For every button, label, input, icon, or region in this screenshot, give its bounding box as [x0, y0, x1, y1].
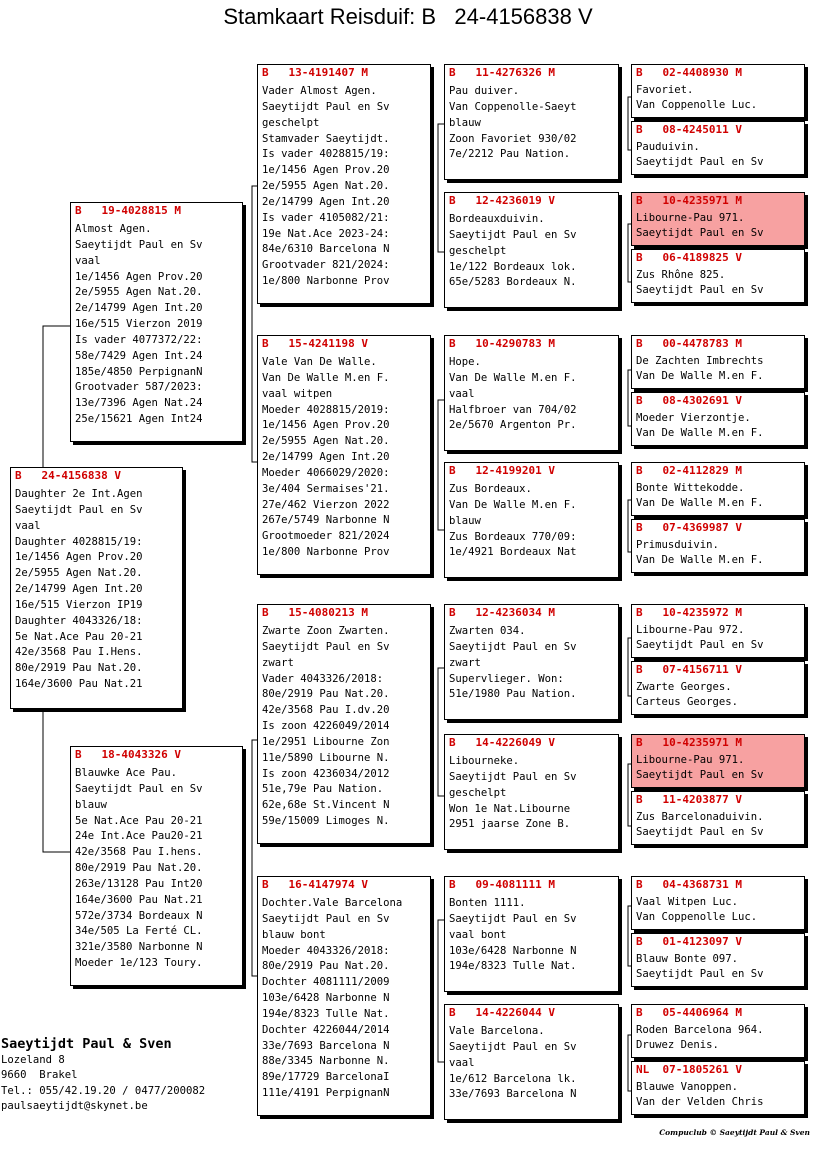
ring-number: B 19-4028815 M [75, 204, 181, 217]
detail-line: 1e/1456 Agen Prov.20 [75, 270, 203, 283]
ring-number: B 05-4406964 M [636, 1006, 742, 1019]
detail-line: Saeytijdt Paul en Sv [636, 769, 764, 781]
pigeon-card [444, 64, 619, 180]
pigeon-details [636, 753, 801, 783]
detail-line: 1e/4921 Bordeaux Nat [449, 546, 577, 559]
detail-line: 2e/14799 Agen Int.20 [262, 195, 390, 208]
detail-line: 164e/3600 Pau Nat.21 [75, 893, 203, 906]
detail-line: Zus Rhône 825. [636, 269, 726, 281]
ring-number: B 02-4408930 M [636, 66, 742, 79]
detail-line: Van Coppenolle Luc. [636, 99, 758, 111]
detail-line: Vale Barcelona. [449, 1025, 545, 1037]
ring-number: B 10-4235971 M [636, 736, 742, 749]
detail-line: blauw [75, 798, 107, 811]
detail-line: Halfbroer van 704/02 [449, 403, 577, 416]
detail-line: Vader Almost Agen. [262, 85, 377, 97]
detail-line: Saeytijdt Paul en Sv [636, 156, 764, 168]
pigeon-details [636, 952, 801, 982]
detail-line: vaal witpen [262, 387, 333, 400]
pigeon-card [444, 734, 619, 850]
pigeon-details [449, 624, 615, 703]
detail-line: 80e/2919 Pau Nat.20. [262, 960, 390, 973]
detail-line: Van De Walle M.en F. [636, 427, 764, 439]
detail-line: blauw [449, 514, 481, 527]
detail-line: 1e/122 Bordeaux lok. [449, 260, 577, 273]
footer-credit: Compuclub © Saeytijdt Paul & Sven [659, 1128, 810, 1137]
pigeon-details [262, 355, 427, 561]
pigeon-details [75, 766, 239, 972]
detail-line: Supervlieger. Won: [449, 672, 564, 685]
detail-line: Favoriet. [636, 84, 694, 96]
pigeon-card [631, 1061, 805, 1115]
detail-line: 1e/1456 Agen Prov.20 [262, 419, 390, 432]
pigeon-card [631, 604, 805, 658]
detail-line: 2e/5955 Agen Nat.20. [75, 286, 203, 299]
pigeon-details [449, 212, 615, 291]
pigeon-card [631, 1004, 805, 1058]
detail-line: 185e/4850 PerpignanN [75, 365, 203, 378]
detail-line: Carteus Georges. [636, 696, 739, 708]
pigeon-card [631, 249, 805, 303]
detail-line: Libourneke. [449, 755, 520, 767]
detail-line: Saeytijdt Paul en Sv [75, 782, 203, 795]
detail-line: Bordeauxduivin. [449, 213, 545, 225]
owner-name: Saeytijdt Paul & Sven [1, 1036, 172, 1052]
detail-line: 33e/7693 Barcelona N [449, 1088, 577, 1101]
owner-city: 9660 Brakel [1, 1069, 78, 1082]
pigeon-details [636, 623, 801, 653]
detail-line: Saeytijdt Paul en Sv [262, 100, 390, 113]
detail-line: Vaal Witpen Luc. [636, 896, 739, 908]
detail-line: blauw [449, 116, 481, 129]
detail-line: Saeytijdt Paul en Sv [636, 826, 764, 838]
pigeon-details [636, 680, 801, 710]
detail-line: 88e/3345 Narbonne N. [262, 1055, 390, 1068]
detail-line: geschelpt [449, 786, 507, 799]
pigeon-card [444, 604, 619, 720]
owner-address: Lozeland 8 [1, 1054, 65, 1066]
owner-email: paulsaeytijdt@skynet.be [1, 1100, 148, 1113]
detail-line: Zus Bordeaux. [449, 483, 532, 495]
pigeon-card [631, 661, 805, 715]
detail-line: 11e/5890 Libourne N. [262, 751, 390, 764]
detail-line: 194e/8323 Tulle Nat. [449, 960, 577, 973]
pigeon-card [631, 192, 805, 246]
pigeon-card [631, 121, 805, 175]
pigeon-details [636, 810, 801, 840]
ring-number: B 14-4226044 V [449, 1006, 555, 1019]
detail-line: 1e/2951 Libourne Zon [262, 735, 390, 748]
detail-line: Primusduivin. [636, 539, 719, 551]
pigeon-card [444, 876, 619, 992]
detail-line: Saeytijdt Paul en Sv [636, 639, 764, 651]
owner-block [1, 1035, 205, 1115]
pigeon-card [10, 467, 183, 709]
detail-line: zwart [449, 656, 481, 669]
pigeon-card [631, 791, 805, 845]
detail-line: 5e Nat.Ace Pau 20-21 [75, 814, 203, 827]
detail-line: 80e/2919 Pau Nat.20. [75, 862, 203, 875]
detail-line: 62e,68e St.Vincent N [262, 799, 390, 812]
pigeon-card [257, 64, 431, 304]
detail-line: Zus Bordeaux 770/09: [449, 530, 577, 543]
pigeon-card [257, 876, 431, 1116]
detail-line: 16e/515 Vierzon 2019 [75, 318, 203, 331]
pigeon-card [70, 202, 243, 442]
ring-number: B 15-4241198 V [262, 337, 368, 350]
detail-line: Grootmoeder 821/2024 [262, 530, 390, 543]
detail-line: Moeder 4043326/2018: [262, 944, 390, 957]
detail-line: 24e Int.Ace Pau20-21 [75, 830, 203, 843]
detail-line: Zwarte Georges. [636, 681, 732, 693]
pigeon-card [257, 335, 431, 575]
detail-line: 103e/6428 Narbonne N [262, 992, 390, 1005]
detail-line: 19e Nat.Ace 2023-24: [262, 227, 390, 240]
detail-line: Saeytijdt Paul en Sv [75, 238, 203, 251]
detail-line: Almost Agen. [75, 223, 152, 235]
pigeon-card [70, 746, 243, 986]
detail-line: Van De Walle M.en F. [449, 371, 577, 384]
detail-line: Saeytijdt Paul en Sv [449, 770, 577, 783]
detail-line: Zus Barcelonaduivin. [636, 811, 764, 823]
ring-number: B 10-4235972 M [636, 606, 742, 619]
pigeon-details [449, 896, 615, 975]
detail-line: Roden Barcelona 964. [636, 1024, 764, 1036]
pigeon-details [449, 482, 615, 561]
detail-line: Zwarte Zoon Zwarten. [262, 625, 390, 637]
detail-line: Dochter.Vale Barcelona [262, 897, 403, 909]
detail-line: 1e/800 Narbonne Prov [262, 546, 390, 559]
pigeon-card [444, 1004, 619, 1120]
pigeon-card [444, 335, 619, 451]
detail-line: Van De Walle M.en F. [636, 554, 764, 566]
detail-line: 267e/5749 Narbonne N [262, 514, 390, 527]
detail-line: 33e/7693 Barcelona N [262, 1039, 390, 1052]
detail-line: 58e/7429 Agen Int.24 [75, 349, 203, 362]
ring-number: B 18-4043326 V [75, 748, 181, 761]
ring-number: B 12-4236034 M [449, 606, 555, 619]
detail-line: vaal [75, 254, 101, 267]
detail-line: blauw bont [262, 928, 326, 941]
detail-line: 80e/2919 Pau Nat.20. [262, 688, 390, 701]
owner-phone: Tel.: 055/42.19.20 / 0477/200082 [1, 1084, 206, 1097]
detail-line: 2e/14799 Agen Int.20 [75, 302, 203, 315]
detail-line: Dochter 4226044/2014 [262, 1023, 390, 1036]
detail-line: 572e/3734 Bordeaux N [75, 909, 203, 922]
detail-line: Is vader 4105082/21: [262, 211, 390, 224]
detail-line: geschelpt [449, 244, 507, 257]
pigeon-details [449, 754, 615, 833]
ring-number: B 10-4290783 M [449, 337, 555, 350]
detail-line: 2e/5670 Argenton Pr. [449, 419, 577, 432]
detail-line: Van Coppenolle-Saeyt [449, 100, 577, 113]
ring-number: B 16-4147974 V [262, 878, 368, 891]
detail-line: Saeytijdt Paul en Sv [449, 912, 577, 925]
detail-line: 89e/17729 BarcelonaI [262, 1071, 390, 1084]
detail-line: Daughter 4028815/19: [15, 535, 143, 548]
ring-number: B 02-4112829 M [636, 464, 742, 477]
ring-number: B 12-4236019 V [449, 194, 555, 207]
detail-line: 59e/15009 Limoges N. [262, 815, 390, 828]
detail-line: 5e Nat.Ace Pau 20-21 [15, 630, 143, 643]
page-title: Stamkaart Reisduif: B 24-4156838 V [223, 4, 593, 29]
detail-line: 13e/7396 Agen Nat.24 [75, 397, 203, 410]
pigeon-details [262, 84, 427, 290]
detail-line: Saeytijdt Paul en Sv [636, 227, 764, 239]
detail-line: 65e/5283 Bordeaux N. [449, 276, 577, 289]
detail-line: 1e/800 Narbonne Prov [262, 275, 390, 288]
ring-number: B 11-4203877 V [636, 793, 742, 806]
detail-line: 27e/462 Vierzon 2022 [262, 498, 390, 511]
pigeon-details [75, 222, 239, 428]
pigeon-details [636, 411, 801, 441]
pigeon-details [636, 268, 801, 298]
detail-line: Grootvader 587/2023: [75, 381, 203, 394]
detail-line: Blauw Bonte 097. [636, 953, 739, 965]
detail-line: Zoon Favoriet 930/02 [449, 132, 577, 145]
pigeon-details [636, 481, 801, 511]
detail-line: Grootvader 821/2024: [262, 259, 390, 272]
pigeon-card [631, 462, 805, 516]
detail-line: 103e/6428 Narbonne N [449, 944, 577, 957]
detail-line: 263e/13128 Pau Int20 [75, 877, 203, 890]
ring-number: B 07-4156711 V [636, 663, 742, 676]
detail-line: vaal [449, 387, 475, 400]
pigeon-details [636, 211, 801, 241]
detail-line: Bonte Wittekodde. [636, 482, 745, 494]
detail-line: Van der Velden Chris [636, 1096, 764, 1108]
ring-number: B 06-4189825 V [636, 251, 742, 264]
detail-line: Saeytijdt Paul en Sv [449, 640, 577, 653]
detail-line: Saeytijdt Paul en Sv [636, 284, 764, 296]
ring-number: B 13-4191407 M [262, 66, 368, 79]
ring-number: B 08-4245011 V [636, 123, 742, 136]
ring-number: B 12-4199201 V [449, 464, 555, 477]
pigeon-details [15, 487, 179, 693]
detail-line: Moeder Vierzontje. [636, 412, 751, 424]
detail-line: Vader 4043326/2018: [262, 672, 384, 685]
pigeon-details [636, 354, 801, 384]
detail-line: Saeytijdt Paul en Sv [636, 968, 764, 980]
detail-line: Zwarten 034. [449, 625, 526, 637]
detail-line: 42e/3568 Pau I.Hens. [15, 646, 143, 659]
detail-line: De Zachten Imbrechts [636, 355, 764, 367]
detail-line: 51e,79e Pau Nation. [262, 783, 384, 796]
detail-line: 3e/404 Sermaises'21. [262, 482, 390, 495]
pigeon-card [631, 335, 805, 389]
detail-line: geschelpt [262, 116, 320, 129]
detail-line: Is vader 4028815/19: [262, 148, 390, 161]
detail-line: 2e/14799 Agen Int.20 [262, 451, 390, 464]
pigeon-details [449, 1024, 615, 1103]
pigeon-details [636, 83, 801, 113]
pigeon-details [262, 624, 427, 830]
pigeon-details [636, 140, 801, 170]
detail-line: Daughter 2e Int.Agen [15, 488, 143, 500]
pigeon-card [631, 64, 805, 118]
ring-number: B 07-4369987 V [636, 521, 742, 534]
detail-line: 42e/3568 Pau I.dv.20 [262, 704, 390, 717]
detail-line: Libourne-Pau 971. [636, 212, 745, 224]
detail-line: Van De Walle M.en F. [636, 370, 764, 382]
detail-line: vaal bont [449, 928, 507, 941]
detail-line: Stamvader Saeytijdt. [262, 132, 390, 145]
pigeon-details [262, 896, 427, 1102]
detail-line: zwart [262, 656, 294, 669]
detail-line: 25e/15621 Agen Int24 [75, 413, 203, 426]
detail-line: 1e/1456 Agen Prov.20 [262, 164, 390, 177]
detail-line: 1e/1456 Agen Prov.20 [15, 551, 143, 564]
detail-line: 2e/14799 Agen Int.20 [15, 583, 143, 596]
pigeon-details [636, 538, 801, 568]
detail-line: 2e/5955 Agen Nat.20. [262, 435, 390, 448]
pigeon-card [444, 462, 619, 578]
detail-line: Saeytijdt Paul en Sv [449, 1040, 577, 1053]
ring-number: B 00-4478783 M [636, 337, 742, 350]
ring-number: B 09-4081111 M [449, 878, 555, 891]
detail-line: Saeytijdt Paul en Sv [449, 228, 577, 241]
ring-number: B 04-4368731 M [636, 878, 742, 891]
detail-line: 2e/5955 Agen Nat.20. [262, 180, 390, 193]
detail-line: Pauduivin. [636, 141, 700, 153]
detail-line: Libourne-Pau 971. [636, 754, 745, 766]
ring-number: B 15-4080213 M [262, 606, 368, 619]
detail-line: Van Coppenolle Luc. [636, 911, 758, 923]
detail-line: Blauwke Ace Pau. [75, 767, 178, 779]
detail-line: 34e/505 La Ferté CL. [75, 925, 203, 938]
detail-line: Won 1e Nat.Libourne [449, 802, 571, 815]
pigeon-card [631, 519, 805, 573]
detail-line: 1e/612 Barcelona lk. [449, 1072, 577, 1085]
detail-line: Moeder 4028815/2019: [262, 403, 390, 416]
detail-line: Dochter 4081111/2009 [262, 976, 390, 989]
detail-line: vaal [15, 519, 41, 532]
detail-line: 111e/4191 PerpignanN [262, 1087, 390, 1100]
detail-line: 42e/3568 Pau I.hens. [75, 846, 203, 859]
pigeon-details [449, 84, 615, 163]
pigeon-card [257, 604, 431, 844]
ring-number: B 11-4276326 M [449, 66, 555, 79]
detail-line: Is vader 4077372/22: [75, 333, 203, 346]
detail-line: vaal [449, 1056, 475, 1069]
detail-line: Libourne-Pau 972. [636, 624, 745, 636]
ring-number: B 14-4226049 V [449, 736, 555, 749]
pigeon-card [444, 192, 619, 308]
pigeon-details [636, 1023, 801, 1053]
detail-line: Van De Walle M.en F. [636, 497, 764, 509]
detail-line: 51e/1980 Pau Nation. [449, 688, 577, 701]
ring-number: NL 07-1805261 V [636, 1063, 742, 1076]
detail-line: Vale Van De Walle. [262, 356, 377, 368]
detail-line: 164e/3600 Pau Nat.21 [15, 678, 143, 691]
detail-line: Moeder 4066029/2020: [262, 466, 390, 479]
detail-line: Bonten 1111. [449, 897, 526, 909]
detail-line: 194e/8323 Tulle Nat. [262, 1007, 390, 1020]
detail-line: Daughter 4043326/18: [15, 614, 143, 627]
detail-line: Blauwe Vanoppen. [636, 1081, 739, 1093]
detail-line: 7e/2212 Pau Nation. [449, 148, 571, 161]
detail-line: 321e/3580 Narbonne N [75, 941, 203, 954]
detail-line: Van De Walle M.en F. [449, 498, 577, 511]
pigeon-details [636, 895, 801, 925]
pigeon-details [636, 1080, 801, 1110]
detail-line: Is zoon 4236034/2012 [262, 767, 390, 780]
detail-line: Hope. [449, 356, 481, 368]
detail-line: Druwez Denis. [636, 1039, 719, 1051]
ring-number: B 08-4302691 V [636, 394, 742, 407]
pigeon-card [631, 734, 805, 788]
detail-line: Pau duiver. [449, 85, 520, 97]
detail-line: Saeytijdt Paul en Sv [262, 912, 390, 925]
detail-line: 84e/6310 Barcelona N [262, 243, 390, 256]
detail-line: Saeytijdt Paul en Sv [262, 640, 390, 653]
ring-number: B 24-4156838 V [15, 469, 121, 482]
ring-number: B 01-4123097 V [636, 935, 742, 948]
detail-line: Van De Walle M.en F. [262, 371, 390, 384]
detail-line: Is zoon 4226049/2014 [262, 720, 390, 733]
pigeon-card [631, 933, 805, 987]
detail-line: 2951 jaarse Zone B. [449, 818, 571, 831]
detail-line: Moeder 1e/123 Toury. [75, 957, 203, 970]
detail-line: 80e/2919 Pau Nat.20. [15, 662, 143, 675]
detail-line: 16e/515 Vierzon IP19 [15, 598, 143, 611]
ring-number: B 10-4235971 M [636, 194, 742, 207]
detail-line: 2e/5955 Agen Nat.20. [15, 567, 143, 580]
pigeon-card [631, 876, 805, 930]
pigeon-details [449, 355, 615, 434]
pigeon-card [631, 392, 805, 446]
detail-line: Saeytijdt Paul en Sv [15, 503, 143, 516]
